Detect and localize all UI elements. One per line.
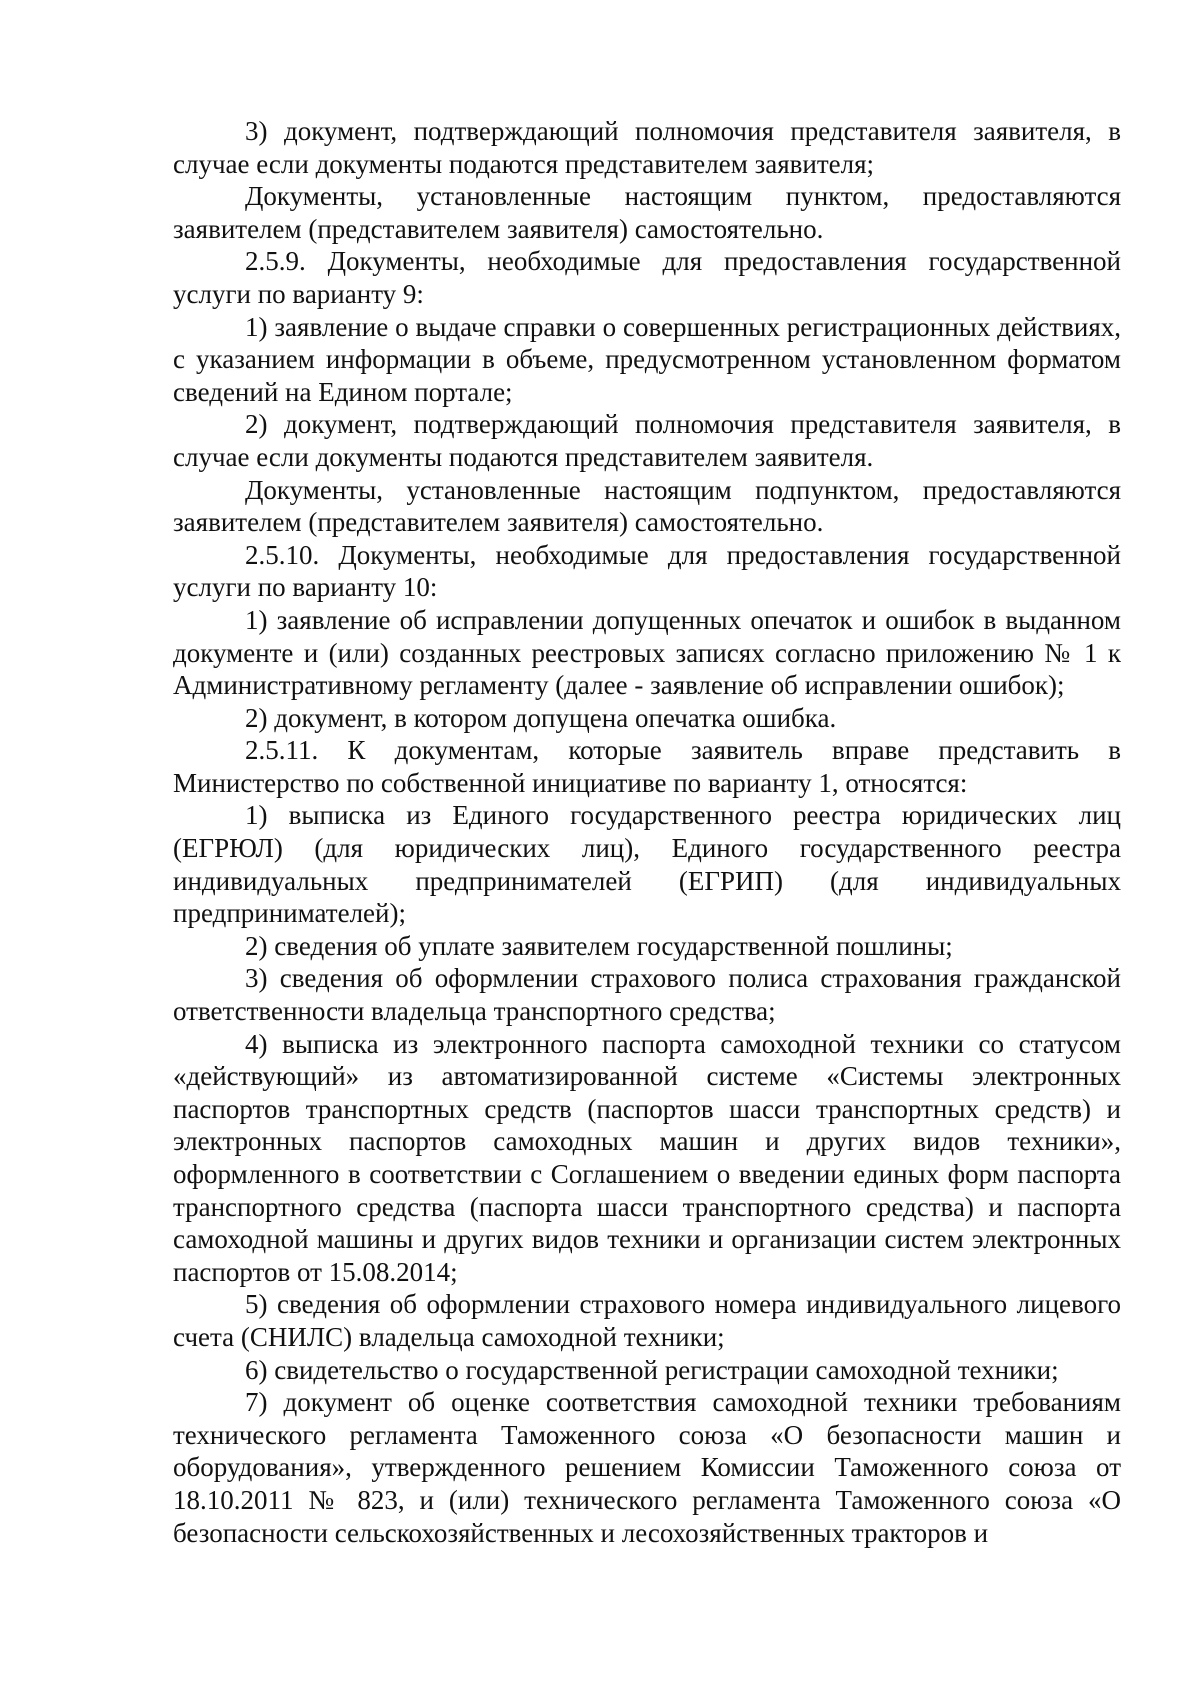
paragraph-item-1-certificate-application: 1) заявление о выдаче справки о совершенных регистрационных действиях, с указанием информации в объеме, предусмотренном установленном форматом сведений на Едином портале; (173, 311, 1121, 407)
paragraph-item-2-document-with-error: 2) документ, в котором допущена опечатка ошибка. (245, 702, 837, 733)
paragraph-item-1-registry-extract: 1) выписка из Единого государственного реестра юридических лиц (ЕГРЮЛ) (для юридических лиц), Единого государственного реестра индивидуальных предпринимателей (ЕГРИП) (для индивидуальных предпринимателей); (173, 800, 1121, 929)
paragraph-section-2-5-9: 2.5.9. Документы, необходимые для предоставления государственной услуги по варианту 9: (173, 246, 1121, 309)
document-page (173, 115, 1121, 1549)
paragraph-documents-subitem-independently: Документы, установленные настоящим подпунктом, предоставляются заявителем (представителем заявителя) самостоятельно. (173, 474, 1121, 538)
paragraph-item-1-error-correction-application: 1) заявление об исправлении допущенных опечаток и ошибок в выданном документе и (или) созданных реестровых записях согласно приложению № 1 к Административному регламенту (далее - заявление об исправлении ошибок); (173, 604, 1121, 701)
paragraph-documents-submitted-independently: Документы, установленные настоящим пунктом, предоставляются заявителем (представителем заявителя) самостоятельно. (173, 181, 1121, 244)
paragraph-item-2-state-fee: 2) сведения об уплате заявителем государственной пошлины; (245, 930, 953, 961)
paragraph-item-4-electronic-passport: 4) выписка из электронного паспорта самоходной техники со статусом «действующий» из автоматизированной системе «Системы электронных паспортов транспортных средств (паспортов шасси транспортных средств) и электронных паспортов самоходных машин и других видов техники», оформленного в соответствии с Соглашением о введении единых форм паспорта транспортного средства (паспорта шасси транспортного средства) и паспорта самоходной машины и других видов техники и организации систем электронных паспортов от 15.08.2014; (173, 1028, 1121, 1287)
paragraph-item-2-representative-authority: 2) документ, подтверждающий полномочия представителя заявителя, в случае если документы подаются представителем заявителя. (173, 409, 1121, 472)
paragraph-section-2-5-10: 2.5.10. Документы, необходимые для предоставления государственной услуги по варианту 10: (173, 539, 1121, 603)
paragraph-item-5-snils: 5) сведения об оформлении страхового номера индивидуального лицевого счета (СНИЛС) владельца самоходной техники; (173, 1289, 1121, 1352)
paragraph-item-7-conformity-assessment: 7) документ об оценке соответствия самоходной техники требованиям технического регламента Таможенного союза «О безопасности машин и оборудования», утвержденного решением Комиссии Таможенного союза от 18.10.2011 № 823, и (или) технического регламента Таможенного союза «О безопасности сельскохозяйственных и лесохозяйственных тракторов и (173, 1387, 1121, 1548)
paragraph-section-2-5-11: 2.5.11. К документам, которые заявитель вправе представить в Министерство по собственной инициативе по варианту 1, относятся: (173, 735, 1121, 798)
paragraph-item-3-representative-authority: 3) документ, подтверждающий полномочия представителя заявителя, в случае если документы подаются представителем заявителя; (173, 116, 1121, 179)
paragraph-item-3-insurance-policy: 3) сведения об оформлении страхового полиса страхования гражданской ответственности владельца транспортного средства; (173, 963, 1121, 1027)
paragraph-item-6-registration-certificate: 6) свидетельство о государственной регистрации самоходной техники; (245, 1354, 1059, 1385)
